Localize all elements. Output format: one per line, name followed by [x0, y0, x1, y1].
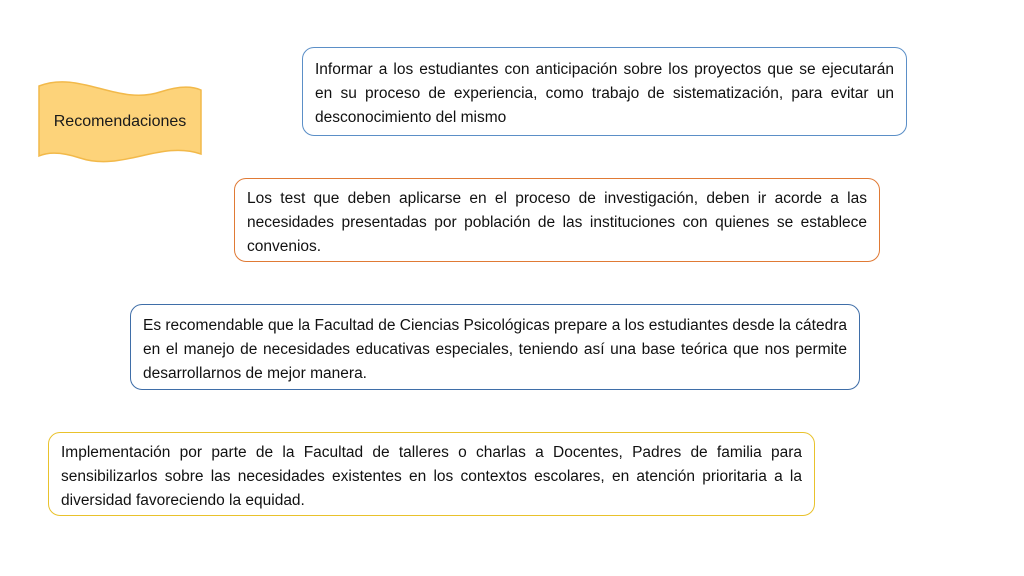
recommendation-box-2: Los test que deben aplicarse en el proceso de investigación, deben ir acorde a las necesidades presentadas por población de las instituciones con quienes se establece convenios.	[234, 178, 880, 262]
recommendations-banner	[38, 76, 202, 166]
recommendation-box-1: Informar a los estudiantes con anticipación sobre los proyectos que se ejecutarán en su proceso de experiencia, como trabajo de sistematización, para evitar un desconocimiento del mismo	[302, 47, 907, 136]
recommendation-box-3: Es recomendable que la Facultad de Ciencias Psicológicas prepare a los estudiantes desde la cátedra en el manejo de necesidades educativas especiales, teniendo así una base teórica que nos permite desarrollarnos de mejor manera.	[130, 304, 860, 390]
banner-title: Recomendaciones	[53, 113, 187, 130]
recommendation-box-4: Implementación por parte de la Facultad de talleres o charlas a Docentes, Padres de familia para sensibilizarlos sobre las necesidades existentes en los contextos escolares, en atención prioritaria a la diversidad favoreciendo la equidad.	[48, 432, 815, 516]
